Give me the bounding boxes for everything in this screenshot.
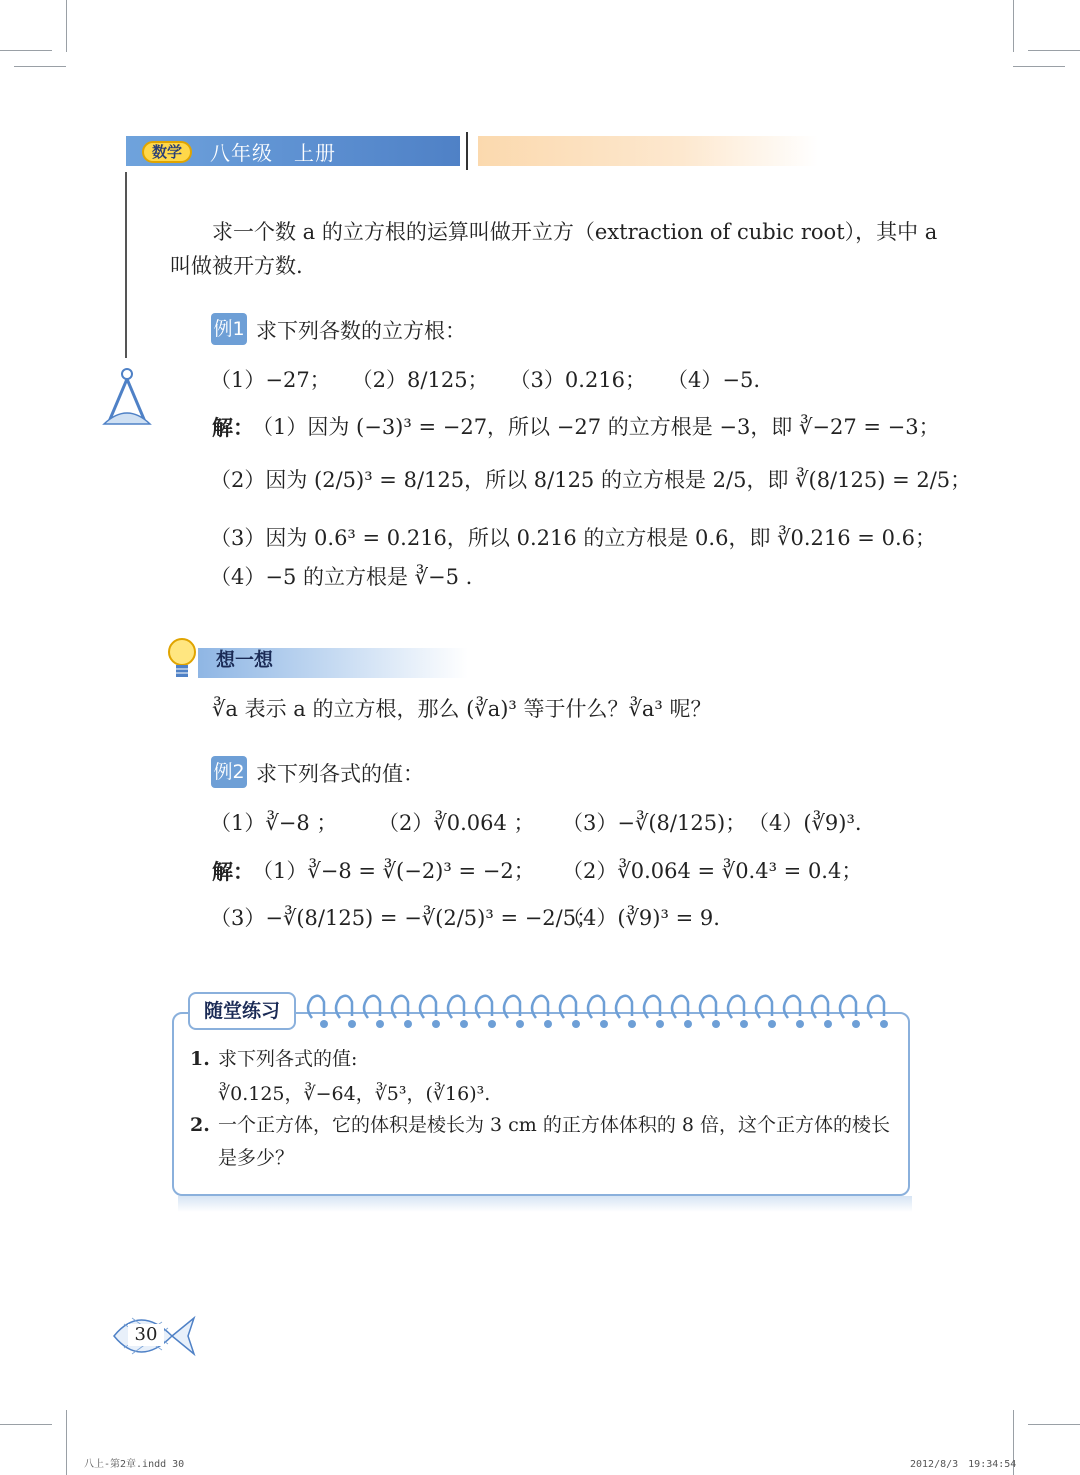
page-number: 30: [128, 1324, 164, 1346]
exercise-q1-number: 1.: [190, 1048, 210, 1070]
example-1-prompt: 求下列各数的立方根：: [256, 319, 466, 343]
example-1-solution-1: （1）因为 (−3)³ = −27，所以 −27 的立方根是 −3，即 ∛−27 = −3；: [252, 415, 940, 439]
example-2-solution-2: （2）∛0.064 = ∛0.4³ = 0.4；: [562, 859, 863, 883]
example-2-badge: 例2: [211, 756, 247, 788]
crop-mark: [66, 1410, 67, 1475]
crop-mark: [66, 0, 67, 52]
example-2-solution-label: 解：: [212, 859, 254, 884]
lightbulb-icon: [166, 636, 198, 684]
subject-logo: 数学: [142, 141, 192, 163]
crop-mark: [14, 66, 66, 67]
crop-mark: [0, 1424, 52, 1425]
example-2-item-2: （2）∛0.064 ；: [378, 811, 535, 835]
margin-line: [125, 172, 127, 358]
example-2-item-1: （1）∛−8 ；: [210, 811, 338, 835]
definition-line-1: 求一个数 a 的立方根的运算叫做开立方（extraction of cubic root），其中 a: [212, 220, 938, 244]
example-2-solution-3: （3）−∛(8/125) = −∛(2/5)³ = −2/5；: [210, 906, 598, 930]
crop-mark: [1013, 66, 1065, 67]
definition-line-2: 叫做被开方数.: [170, 254, 303, 278]
book-title: 八年级 上册: [210, 141, 336, 165]
exercise-label: 随堂练习: [188, 992, 296, 1030]
example-2-item-4: （4）(∛9)³.: [748, 811, 862, 835]
crop-mark: [1013, 0, 1014, 52]
spiral-binding-icon: [300, 988, 900, 1032]
example-1-solution-label: 解：: [212, 415, 254, 440]
footer-timestamp: 2012/8/3 19:34:54: [910, 1459, 1017, 1470]
compass-icon: [100, 366, 154, 430]
crop-mark: [1028, 50, 1080, 51]
example-1-solution-2: （2）因为 (2/5)³ = 8/125，所以 8/125 的立方根是 2/5，即 ∛(8/125) = 2/5；: [210, 468, 972, 492]
header-gradient: [478, 136, 818, 166]
exercise-q1-items: ∛0.125，∛−64，∛5³，(∛16)³.: [218, 1083, 491, 1105]
example-1-solution-4: （4）−5 的立方根是 ∛−5 .: [210, 565, 473, 589]
exercise-q1-text: 求下列各式的值:: [218, 1048, 358, 1070]
example-1-badge: 例1: [211, 313, 247, 345]
example-2-item-3: （3）−∛(8/125)；: [562, 811, 747, 835]
example-1-items: （1）−27； （2）8/125； （3）0.216； （4）−5.: [210, 368, 761, 392]
exercise-q2-line-1: 一个正方体，它的体积是棱长为 3 cm 的正方体体积的 8 倍，这个正方体的棱长: [218, 1114, 891, 1136]
example-2-prompt: 求下列各式的值：: [256, 762, 424, 786]
exercise-q2-line-2: 是多少？: [218, 1147, 295, 1169]
example-2-solution-4: （4）(∛9)³ = 9.: [562, 906, 720, 930]
think-question: ∛a 表示 a 的立方根，那么 (∛a)³ 等于什么？∛a³ 呢？: [212, 697, 712, 721]
crop-mark: [0, 50, 52, 51]
crop-mark: [1028, 1424, 1080, 1425]
example-1-solution-3: （3）因为 0.6³ = 0.216，所以 0.216 的立方根是 0.6，即 ∛0.216 = 0.6；: [210, 526, 936, 550]
exercise-q2-number: 2.: [190, 1114, 210, 1136]
footer-file: 八上-第2章.indd 30: [84, 1459, 185, 1470]
example-2-solution-1: （1）∛−8 = ∛(−2)³ = −2；: [252, 859, 535, 883]
header-divider: [466, 132, 468, 170]
think-title: 想一想: [216, 649, 274, 671]
exercise-shadow: [178, 1196, 912, 1212]
